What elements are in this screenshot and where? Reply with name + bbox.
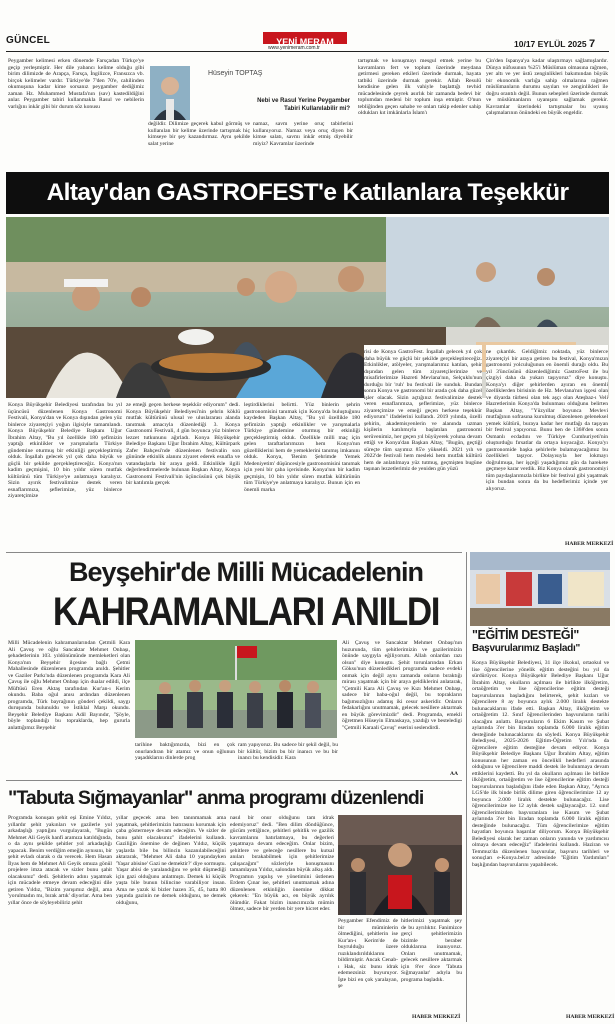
divider-2 [6, 780, 462, 781]
memorial-photo [338, 815, 462, 915]
article1-text-1: Konya Büyükşehir Belediyesi tarafından bu yıl üçüncüsü düzenlenen Konya Gastronomi Festivali, Konya'dan ve Konya dışından gelen yüz binlerce ziyaretçiyi yoğun ilgisiyle tamamlandı. Konya Büyükşehir Belediye Başkanı Uğur İbrahim Altay, "Bu yıl özellikle 180 şefimizin yaptığı etkinlikler ve yarışmalarla Türkiye gündemine oturmuş bir etkinliği gerçekleştirmiş olduk. İnşallah gelecek yıl çok daha büyük ve güçlü bir şekilde gerçekleştireceğiz. Konya'nın kadim geçmişini, 10 bin yıldır süren mutfak kültürünü tüm Türkiye'ye anlatmaya karalıyız. Sizin ayırık festivalimize destek veren esnaflarımıza, şeflerimize, yüz binlerce ziyaretçimize [8, 402, 122, 499]
article3-text-5: hitlerimizi yaşatmak şey de bu ayrılıktır. Fanimizce gerçi şehitlerimizin bizimle beraber olduklarına inanıyoruz. Onları unutmamak, gelecek nesillere aktarmak için 8'er önce 'Tabuta Sığmayanlar' adıyla bu programa başladık. [401, 918, 462, 983]
column-author: Hüseyin TOPTAŞ [208, 70, 263, 77]
website-url: www.yenimeram.com.tr [268, 45, 320, 51]
article3-text-3: nasıl bir onur olduğunu tam idrak edemiyoruz" dedi. "Ben dilim döndüğünce, gücüm yettiğince, şehitleri şehitlik ve gazilik kavramlarını hatırlatmaya, bu değerleri yaşatmaya devam edeceğim. Onlar bizim, şehitlere ve geleceğe nesillere bu kutsal anıları bırakabilmek için şehitlerimize çalışacağım" sözleriyle konuşmasını tamamlayan Yıldız, salondan büyük alkış aldı. Programın yapılış ve yönetimini üstlenen Erdem Çınar ise, şehitleri unutmamak adına düzenlenen etkinliğin önemine dikkat çekerek: "En büyük acı, en büyük ayrılık ölümdür. Fakat bizim inancımızda mümin ölmez, sadece bir yerden bir yere hicret eder. [230, 815, 334, 912]
newspaper-logo: YENİ MERAM [263, 32, 347, 44]
article2-text-1: Milli Mücadelenin kahramanlarından Çetmili Kara Ali Çavuş ve oğlu Sancaktar Mehmet Onbaşı, şehadetlerinin 103. yıldönümünde memleketleri olan Konya'nın Beyşehir ilçesine bağlı Çetmi Mahallesinde düzenlenen programda anıldı. Şehitler ve Gaziler Parkı'nda düzenlenen programda Kara Ali Çavuş ile oğlu Mehmet Onbaşı için dualar edildi, ilçe Müftüsü Eren Aktaş tarafından Kur'an-ı Kerim okundu. Baba oğul anısı ardından düzenlenen programda, Türk bayrağının gönderi çekildi, saygı duruşunda bulunuldu ve İstiklal Marşı okundu. Beyşehir Belediye Başkanı Adil Bayındır, "Şöyle, böyle toplandığı bu topraklarda, hep gururla anlattığımız Beyşehir [8, 640, 130, 731]
article1-text-3: leştirdiklerini belirtti. Yüz binlerin şehrin gastronomisini tanımak için Konya'da buluştuğunu kaydeden Başkan Altay, "Bu yıl özellikle 180 şefimizin yaptığı etkinlikler ve yarışmalarla Türkiye gündemine oturmuş bir etkinliği gerçekleştirmiş olduk. Özellikle milli maç için gelen taraftarlarımızın hem Konya'nın güzelliklerini hem de yemeklerini tanımış imkanını olduk. Konya, 'Benim Şehrimde Yemek Medeniyetim' düşüncesiyle gastronomisini tanımak için yeni bir çaba içerisinde. Konya'nın bir kadim geçmişin, 10 bin yıldır süren mutfak kültürünün tüm Türkiye'ye anlatmaya karalıyız. Bunun için en önemli marka [244, 402, 360, 493]
article2-headline-bottom: KAHRAMANLARI ANILDI [52, 589, 440, 634]
article1-text-4: risi de Konya GastroFest. İnşallah gelecek yıl çok daha büyük ve güçlü bir şekilde gerçekleştireceğiz. Etkinlikler, atölyeler, yarışmalarımız katılan, şehir dışından gelen tüm ziyaretçilerimize ve misafirlerimize Hazreti Mevlana'nın, Selçuklu'nun durduğu bir 'ruh' bu festivali ile sunduk. Bundan sonra Konya ve gastronomi bir arada çok daha güzel işler olacak. Sizin açtığınız festivalimize destek veren esnaflarımıza, şeflerimize, yüz binlerce ziyaretçimize ve emeği geçen herkese teşekkür ediyorum" ifadelerini kullandı. 2019 yılında, özelli şehirin, akademisyenlerin ve alanında uzman kişilerin katılımıyla başlatılan gastronomi serüvenimiz, her geçen yıl büyüyerek yoluna devam ettiği ve Konya'dan Başkan Altay, "Bugün, geçtiği süreçte tüm sayımız 85'e yükseldi. 2021 yılı ve 2022'de festivali hem mesleki hem mutfak kültürü hem de anlatılmaya yüz tutmuş, geçmişten bugüne taşınan lezzetlerimiz de yeniden gün yüzü [364, 345, 482, 549]
header-rule [6, 51, 609, 52]
sidebar-signature: HABER MERKEZİ [566, 1014, 615, 1020]
article3-text-2: yıllar geçecek ama ben tanınmamak ama yaşatmak, şehitlerimizin hatırasını korumak için çaba göstermeye devam edeceğim. Ve sizler de bunu şahit olacaksınız" ifadelerini kullandı. Gaziliğin önemine de değinen Yıldız, küçük yaşlarda bile bu bilincin kazanılabileceğini aktararak, "Mehmet Ali daha 10 yaşındayken 'Yaşar abisine' Gazi ne demektir?' diye sormuştu. Yaşar abisi de yaralandığını ve şehit düşmediği için gazi olduğunu anlatmıştı. Demek ki küçük yaşta bile bunun bilincine varabiliyor insan. Ama ne yazık ki bizler hazen 35, 45, hatta 80 yaşında gazinin ne demek olduğunu, ne demek olduğunu, [116, 815, 226, 906]
author-portrait [150, 66, 190, 120]
memorial-photo-icon [338, 815, 462, 915]
column-text-5: Çin'den İspanya'ya kadar ulaştırmayı sağlamışlardır. Dünya nüfusunun %25'i Müslüman olmasına rağmen, yer altı ve yer üstü zenginlikleri bakımından büyük bir ekonomik varlığa sahip olmalarına rağmen müslümanların durumu sayıları ve zenginlikleri ile doğru orantılı değil. Bunun sebepleri üzerinde durmak ve müslümanların uyanışını sağlamak gerekir. Kavramlar üzerindeki tartışmalar bu uyanış çalışmalarının önündeki en büyük engeldir. [486, 58, 608, 116]
education-photo-icon [470, 552, 610, 626]
article2-signature: AA [450, 771, 459, 777]
column-text-2: değildir. Dilimize geçerek kabul görmüş ve kullanılan bir kelime üzerinde tartışmak hiç kimseye bir şey kazandırmaz. Aynı şekilde salat yerine [148, 121, 250, 147]
ceremony-photo-icon [135, 640, 337, 738]
article2-text-2: tarihine baktığımızda, bizi en çok onurlandıran bir atamız ve onun oğlunun yaşadıklarını dinlerde prog [135, 742, 235, 761]
article1-text-5: ne çıkardık. Geldiğimiz noktada, yüz binlerce ziyaretçiyi bir araya getiren bu festival, Konya'mızın gastronomi yolculuğunun en önemli durağı oldu. Bu yıl 3'üncüsünü düzenlediğimiz GastroFest ile bu çizgiyi daha da yukarı taşıyoruz" diye konuştu. Konya'yı diğer şehirlerden ayıran en önemli özelliklerden birisinin de Hz. Mevlana'nın işçesi olan ve diyarda türbesi olan tek aşçı olan Ateşbaz-ı Veli Hazretlerinin Konya'da bulunması olduğunu belirten Başkan Altay, "Yüzyıllar boyunca Mevlevi mutfağının sofrasına kurulmuş düzenlenen geleneksel yemek kültürü, buraya kadar her mutfağı da taşıyan bir festival yapıyoruz. Bunu ben de 1368'den sonra Osmanlı ecdadını ve Türkiye Cumhuriyeti'nin oluşturduğu fırsatlar da ortaya koyacağız. Konya'yı gastronomide başka şehirlerle bulamayacağımız bu özellikleri taşıyor. Dolayısıyla her lokmayı doğrulmuşa, her işçeği yaşadığımız gün da harekete geçmeye karar verdik. Biz Konya olarak gastronomiyi tüm paydaşlarımızla birlikte bir festival gibi yaşatmak için bundan sonra da bu hedeflerimiz içinde yer alıyoruz. [486, 345, 608, 541]
divider-1 [6, 552, 462, 553]
issue-date: 10/17 EYLÜL 2025 7 [514, 38, 596, 50]
column-text-4: tartışmak ve konuşmayı mesgul etmek yerine bu kavramların fert ve toplum üzerinde meydana getirmesi gereken etkileri üzerinde durmak, hayata tatbiki üzerinde durmak gerekir. Allah Resulü kendisine gelen ilk vahiyle başlattığı tevhid mücadelesinde çeyrek asırlık bir zamanda bedevi bir toplumdan medeni bir toplum inşa etmiştir. O'nun tebliğinden geçen sahabe ve onları takip edenler sahip oldukları kıt imkânlarla İslam'ı [358, 58, 481, 116]
sidebar-headline-top: "EĞİTİM DESTEĞİ" [472, 628, 579, 642]
page-number: 7 [589, 38, 596, 50]
ceremony-photo [135, 640, 337, 738]
headline-bar [6, 172, 609, 214]
article1-headline: Altay'dan GASTROFEST'e Katılanlara Teşekkür [46, 179, 569, 206]
sidebar-text: Konya Büyükşehir Belediyesi, 31 ilçe ilkokul, ortaokul ve lise öğrencilerine yönelik eğitim desteğini bu yıl da sürdürüyor. Konya Büyükşehir Belediye Başkanı Uğur İbrahim Altay, okulların açılması ile birlikte ilköğretim, ortaöğretim ve lise öğrencilerine eğitim desteği başvurularının başladığını belirterek, şehit kızları ve öğrencilere 8 ay boyunca aylık 2.000 liralık destekte bulunacaklarını ifade etti. Başkan Altay, ilköğretim ve ortaöğretim 12. Sınıf öğrencilerinden başvuruların tarihi olacağını anlattı. Başvuruların 6 Ekim Kasım ve Şubat aylarında 3'er bin liradan toplamda 6.000 liralık eğitim desteğinde bulunacaklarını da söyledi. Konya Büyükşehir Belediyesi, 2025-2026 Eğitim-Öğretim Yılı'nda da öğrencilere eğitim desteğine devam ediyor. Konya Büyükşehir Belediye Başkanı Uğur İbrahim Altay, eğitim konusunun her zaman en öncelikli hedefleri arasında olduğunu ve öğrencilere maddi destek ile bulunmaya devam ettiklerini kaydetti. Bu yıl da okulların açılması ile birlikte ilköğretim, ortaöğretim ve lise öğrencilerine eğitim desteği başvurularının başladığını ifade eden Başkan Altay, "Ayrıca LGS'de ilk binde birlik dilime giren öğrencilerimize 12 ay boyunca 2.000 liralık destekte bulunacağız. Lise öğrencilerimize ise 12 aylık destek sağlayacağız. 12. sınıf öğrencilerimizden başvuranlara ise Kasım ve Şubat aylarında 3'er bin liradan toplamda 6.000 liralık eğitim desteğinde bulunacağız. Tüm öğrencilerimize eğitim hayatları boyunca başarılar diliyorum. Konya Büyükşehir Belediyesi olarak her zaman onların yanında ve yardımcısı olmaya devam edeceğiz" ifadelerini kullandı. Haziran ve Temmuz'da düzenlenen başvurular, başvuru tarihleri ve sonuçları e-Konya.bel.tr adresinde "Eğitim Yardımları" başlığından başvurularını yapabilecek. [472, 660, 609, 868]
article3-signature: HABER MERKEZİ [412, 1014, 461, 1020]
education-photo [470, 552, 610, 626]
sidebar-headline-bottom: Başvurularımız Başladı" [472, 643, 580, 654]
author-portrait-icon [150, 66, 190, 120]
article3-text-4: Peygamber Efendimiz de bir müminlerin ölmediğini, şehitlerin ise Kur'an-ı Kerim'de de buyrulduğu üzere ruzıklandırıldıklarını bildirmiştir. Ancak Cenab-ı Hak, siz bunu idrak edemezsiniz buyuruyor. İşte bizi en çok yaralayan, şe [338, 918, 398, 989]
article2-text-4: Ali Çavuş ve Sancaktar Mehmet Onbaşı'nın huzurunda, tüm şehitlerimizin ve gazilerimizin önünde saygıyla eğiliyorum. Allah onlardan razı olsun" diye konuştu. Şehit torunlarından Erkan Göksu'nun düzenledikleri programda sadece evdeki onmak için değil aynı zamanda onların bıraktığı mirası yaşatmak için bir araya geldiklerini anlatarak, "Çetmili Kara Ali Çavuş ve Kızı Mehmet Onbaşı, sadece bir baba-oğul değil, bu toprakların bağımsızlığını adamış iki cesur askeridir. Onların fedakarlığını unutmamak, gelecek nesillere aktarmak en büyük görevimizdir" dedi. Programda, emekli öğretmen Hüseyin Elmaskaya, yazdığı ve besteledigi "Çetmili Karaali Çavuş" eserini seslendirdi. [342, 640, 462, 731]
article1-signature: HABER MERKEZİ [565, 541, 614, 547]
article1-text-2: ze emeği geçen herkese teşekkür ediyorum" dedi. Konya Büyükşehir Belediyesi'nin şehrin köklü mutfak kültürünü ulusal ve uluslararası alanda tanıtmak amacıyla düzenlediği 3. Konya Gastronomi Festivali, 4 gün boyunca yüz binlerce lezzet tutkununu ağırladı. Konya Büyükşehir Belediye Başkanı Uğur İbrahim Altay, Kültürpark Zafer Bahçesi'nde düzenlenen festivalin son gününde etkinlik alanını ziyaret ederek esnafla ve vatandaşlarla bir araya geldi. Etkinlikle ilgili değerlendirmelerde bulunan Başkan Altay, Konya Gastronomi Festivali'nin üçüncüsünü çok büyük bir katılımla gerçek [126, 402, 240, 486]
article3-text-1: Programda konuşan şehit eşi Emine Yıldız, yıllardır şehit yakınları ve gazilerle yol arkadaşlığı yaptığını vurgulayarak, "Bugün Mehmet Ali Geyik hanfi aramıza katıldığında, o da aynı şekilde şehitler yol arkadaşlığı yapacak. Benim verdiğim emeğin aynısını, bir şehit evladı olarak o da verecek. Hem Hasan İlyas hem de Mehmet Ali Geyik omuza gönül projelere imza atacak ve sizler bunu şahit olacaksınız" dedi. Şehitlerin adını yaşatmak için mücadele etmeye devam edeceğini dile getiren Yıldız, "Bizim yarışımız değil, ama 'yorulmadın mı, bırak artık' diyorlar. Ama ben yıllar önce de söyleyebiliriz şehit [8, 815, 112, 906]
article3-headline: "Tabuta Sığmayanlar" anma programı düzenlendi [8, 787, 424, 809]
article2-headline-top: Beyşehir'de Milli Mücadelenin [68, 557, 424, 587]
column-title: Nebi ve Rasul Yerine Peygamber Tabiri Kullanılabilir mi? [257, 98, 350, 112]
article2-text-3: ram yapıyoruz. Bu sadece bir şekil değil, bu bir kültür, bizim bu bir inanıcı ve bu bir inancı bu kendisidir. Kara [238, 742, 338, 761]
column-text-3: namaz, savm yerine oruç tabirlerini kullanıyoruz. Namaz veya oruç diyen bir kimse salatı, savmı inkâr etmiş diyebilir miyiz? Kavramlar üzerinde [253, 121, 353, 147]
column-text-1: Peygamber kelimesi erken dönemde Farsçadan Türkçe'ye geçip yerleşmiştir. Her dile yabancı kelime olduğu gibi birim dilimizde de Arapça, Farsça, İngilizce, Fransızca vb. birçok kelimeler vardır. Türkiye'de 7'den 70'e, cahilinden okumuşuna kadar kime sorsanız peygamber dediğimiz zaman Hz. Muhammed Mustafa'nın (sav) kastedildiğini anlar. Peygamber tabiri kullanmakla Rasul ve nebilerin varlığını inkâr gibi bir durum söz konusu [8, 58, 144, 110]
section-label: GÜNCEL [6, 35, 51, 46]
sidebar-divider [466, 552, 467, 1022]
page-header [0, 0, 615, 51]
